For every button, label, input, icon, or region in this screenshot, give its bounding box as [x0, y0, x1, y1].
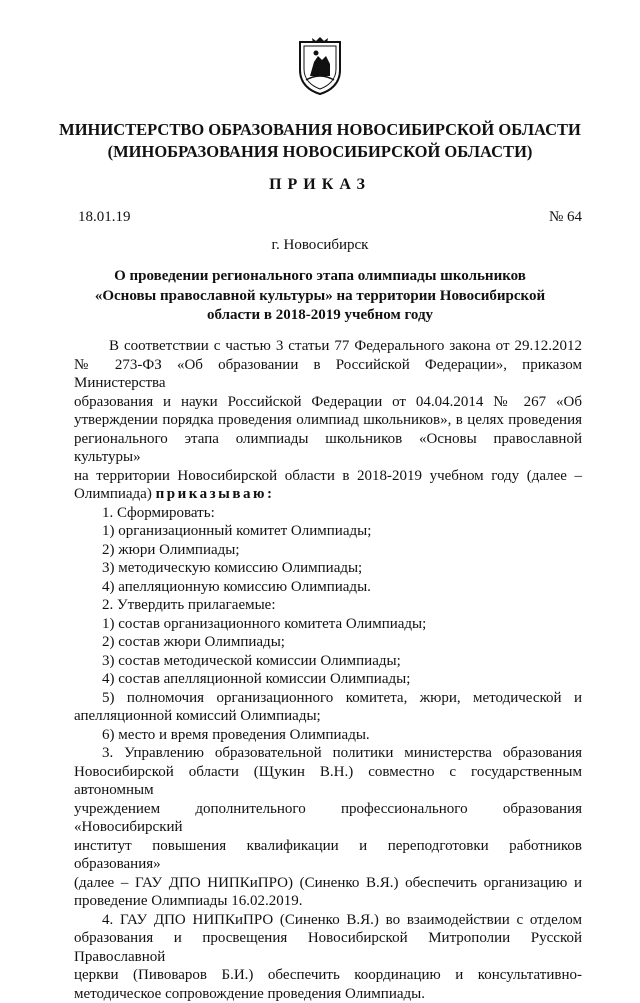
- preamble-line: регионального этапа олимпиады школьников «Основы православной культуры»: [74, 430, 582, 467]
- list-item-continuation: апелляционной комиссий Олимпиады;: [74, 707, 582, 726]
- list-item: 3) методическую комиссию Олимпиады;: [74, 559, 582, 578]
- preamble-line: образования и науки Российской Федерации от 04.04.2014 № 267 «Об: [74, 393, 582, 412]
- paragraph-line: церкви (Пивоваров Б.И.) обеспечить координацию и консультативно-: [74, 966, 582, 985]
- order-number: № 64: [549, 209, 582, 226]
- list-item: 2) состав жюри Олимпиады;: [74, 633, 582, 652]
- list-item: 1) состав организационного комитета Олимпиады;: [74, 615, 582, 634]
- paragraph-line: методическое сопровождение проведения Олимпиады.: [74, 985, 582, 1003]
- preamble-line: утверждении порядка проведения олимпиад школьников», в целях проведения: [74, 411, 582, 430]
- order-body: [74, 337, 582, 1003]
- list-item: 2. Утвердить прилагаемые:: [74, 596, 582, 615]
- paragraph-line: 4. ГАУ ДПО НИПКиПРО (Синенко В.Я.) во взаимодействии с отделом: [74, 911, 582, 930]
- list-item: 3) состав методической комиссии Олимпиады;: [74, 652, 582, 671]
- paragraph-line: проведение Олимпиады 16.02.2019.: [74, 892, 582, 911]
- list-item: 1) организационный комитет Олимпиады;: [74, 522, 582, 541]
- preamble-line: [74, 485, 582, 504]
- order-verb: приказываю:: [156, 486, 275, 502]
- list-item: 4) состав апелляционной комиссии Олимпиады;: [74, 670, 582, 689]
- subject-line1: О проведении регионального этапа олимпиады школьников: [0, 267, 640, 287]
- document-type: ПРИКАЗ: [0, 176, 640, 194]
- coat-of-arms-emblem: [296, 36, 344, 96]
- paragraph-line: образования и просвещения Новосибирской Митрополии Русской Православной: [74, 929, 582, 966]
- subject-line2: «Основы православной культуры» на территории Новосибирской: [0, 287, 640, 307]
- preamble-line: на территории Новосибирской области в 2018-2019 учебном году (далее –: [74, 467, 582, 486]
- subject-line3: области в 2018-2019 учебном году: [0, 306, 640, 326]
- list-item: 5) полномочия организационного комитета, жюри, методической и: [74, 689, 582, 708]
- city: г. Новосибирск: [0, 237, 640, 254]
- order-subject: [0, 267, 640, 326]
- order-date: 18.01.19: [78, 209, 131, 226]
- preamble-line-end: Олимпиада): [74, 486, 152, 502]
- paragraph-line: 3. Управлению образовательной политики министерства образования: [74, 744, 582, 763]
- list-item: 2) жюри Олимпиады;: [74, 541, 582, 560]
- list-item: 1. Сформировать:: [74, 504, 582, 523]
- paragraph-line: (далее – ГАУ ДПО НИПКиПРО) (Синенко В.Я.) обеспечить организацию и: [74, 874, 582, 893]
- paragraph-line: Новосибирской области (Щукин В.Н.) совместно с государственным автономным: [74, 763, 582, 800]
- paragraph-line: учреждением дополнительного профессионального образования «Новосибирский: [74, 800, 582, 837]
- ministry-name-line1: МИНИСТЕРСТВО ОБРАЗОВАНИЯ НОВОСИБИРСКОЙ ОБЛАСТИ: [0, 119, 640, 141]
- paragraph-line: институт повышения квалификации и переподготовки работников образования»: [74, 837, 582, 874]
- ministry-name-line2: (МИНОБРАЗОВАНИЯ НОВОСИБИРСКОЙ ОБЛАСТИ): [0, 141, 640, 163]
- list-item: 4) апелляционную комиссию Олимпиады.: [74, 578, 582, 597]
- ministry-name: [0, 119, 640, 163]
- list-item: 6) место и время проведения Олимпиады.: [74, 726, 582, 745]
- preamble-line: № 273-ФЗ «Об образовании в Российской Федерации», приказом Министерства: [74, 356, 582, 393]
- preamble-line: В соответствии с частью 3 статьи 77 Федерального закона от 29.12.2012: [74, 337, 582, 356]
